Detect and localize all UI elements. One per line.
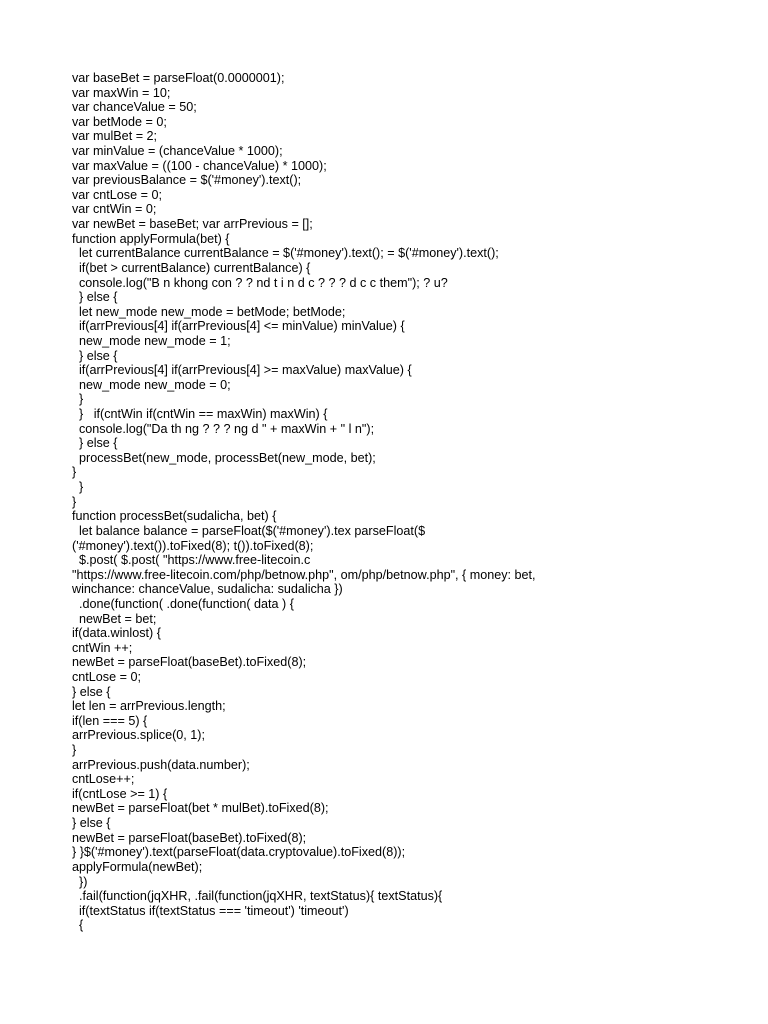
code-line: new_mode new_mode = 0;	[72, 377, 231, 392]
code-line: console.log("B n khong con ? ? nd t i n d c ? ? ? d c c them"); ? u?	[72, 275, 448, 290]
code-line: if(cntLose >= 1) {	[72, 786, 168, 801]
code-line: newBet = parseFloat(baseBet).toFixed(8);	[72, 655, 307, 670]
code-line: var newBet = baseBet; var arrPrevious = [];	[72, 217, 313, 232]
code-line: var cntLose = 0;	[72, 187, 162, 202]
code-line: applyFormula(newBet);	[72, 859, 203, 874]
code-line: new_mode new_mode = 1;	[72, 333, 231, 348]
code-line: newBet = parseFloat(baseBet).toFixed(8);	[72, 830, 307, 845]
code-line: let new_mode new_mode = betMode; betMode;	[72, 304, 346, 319]
code-line: } }$('#money').text(parseFloat(data.cryptovalue).toFixed(8));	[72, 845, 406, 860]
code-line: newBet = bet;	[72, 611, 157, 626]
code-line: function applyFormula(bet) {	[72, 231, 230, 246]
code-line: arrPrevious.splice(0, 1);	[72, 728, 205, 743]
code-line: })	[72, 874, 88, 889]
code-line: var chanceValue = 50;	[72, 100, 197, 115]
code-line: var betMode = 0;	[72, 114, 167, 129]
code-line: newBet = parseFloat(bet * mulBet).toFixed(8);	[72, 801, 329, 816]
code-line: var previousBalance = $('#money').text();	[72, 173, 302, 188]
code-line: cntLose++;	[72, 772, 135, 787]
code-line: console.log("Da th ng ? ? ? ng d " + maxWin + " l n");	[72, 421, 375, 436]
code-line: let balance balance = parseFloat($('#money').tex parseFloat($	[72, 523, 426, 538]
code-line: var baseBet = parseFloat(0.0000001);	[72, 71, 285, 85]
code-line: var cntWin = 0;	[72, 202, 157, 217]
code-line: $.post( $.post( "https://www.free-litecoin.c	[72, 553, 311, 568]
code-listing	[72, 71, 762, 933]
code-line: .fail(function(jqXHR, .fail(function(jqXHR, textStatus){ textStatus){	[72, 889, 443, 904]
code-line: var maxValue = ((100 - chanceValue) * 1000);	[72, 158, 327, 173]
code-line: {	[72, 918, 84, 933]
code-line: if(len === 5) {	[72, 713, 148, 728]
code-line: } else {	[72, 290, 118, 305]
code-line: cntLose = 0;	[72, 669, 141, 684]
code-line: if(arrPrevious[4] if(arrPrevious[4] >= maxValue) maxValue) {	[72, 363, 412, 378]
code-line: }	[72, 743, 77, 758]
code-line: var minValue = (chanceValue * 1000);	[72, 144, 283, 159]
code-line: } else {	[72, 348, 118, 363]
code-line: let currentBalance currentBalance = $('#money').text(); = $('#money').text();	[72, 246, 499, 261]
code-line: } if(cntWin if(cntWin == maxWin) maxWin) {	[72, 407, 328, 422]
code-line: } else {	[72, 436, 118, 451]
code-line: .done(function( .done(function( data ) {	[72, 596, 294, 611]
code-line: }	[72, 465, 77, 480]
code-line: let len = arrPrevious.length;	[72, 699, 226, 714]
code-line: cntWin ++;	[72, 640, 133, 655]
code-line: } else {	[72, 816, 111, 831]
code-line: var maxWin = 10;	[72, 85, 171, 100]
code-line: processBet(new_mode, processBet(new_mode, bet);	[72, 450, 376, 465]
code-line: }	[72, 494, 77, 509]
code-line: if(textStatus if(textStatus === 'timeout') 'timeout')	[72, 903, 349, 918]
code-line: if(data.winlost) {	[72, 626, 161, 641]
code-line: } else {	[72, 684, 111, 699]
code-line: }	[72, 392, 84, 407]
code-line: if(bet > currentBalance) currentBalance) {	[72, 260, 311, 275]
code-line: if(arrPrevious[4] if(arrPrevious[4] <= minValue) minValue) {	[72, 319, 405, 334]
code-line: arrPrevious.push(data.number);	[72, 757, 250, 772]
code-line: winchance: chanceValue, sudalicha: sudalicha })	[72, 582, 343, 597]
code-line: function processBet(sudalicha, bet) {	[72, 509, 277, 524]
code-line: var mulBet = 2;	[72, 129, 158, 144]
code-line: "https://www.free-litecoin.com/php/betnow.php", om/php/betnow.php", { money: bet,	[72, 567, 536, 582]
code-line: ('#money').text()).toFixed(8); t()).toFixed(8);	[72, 538, 314, 553]
code-line: }	[72, 480, 84, 495]
